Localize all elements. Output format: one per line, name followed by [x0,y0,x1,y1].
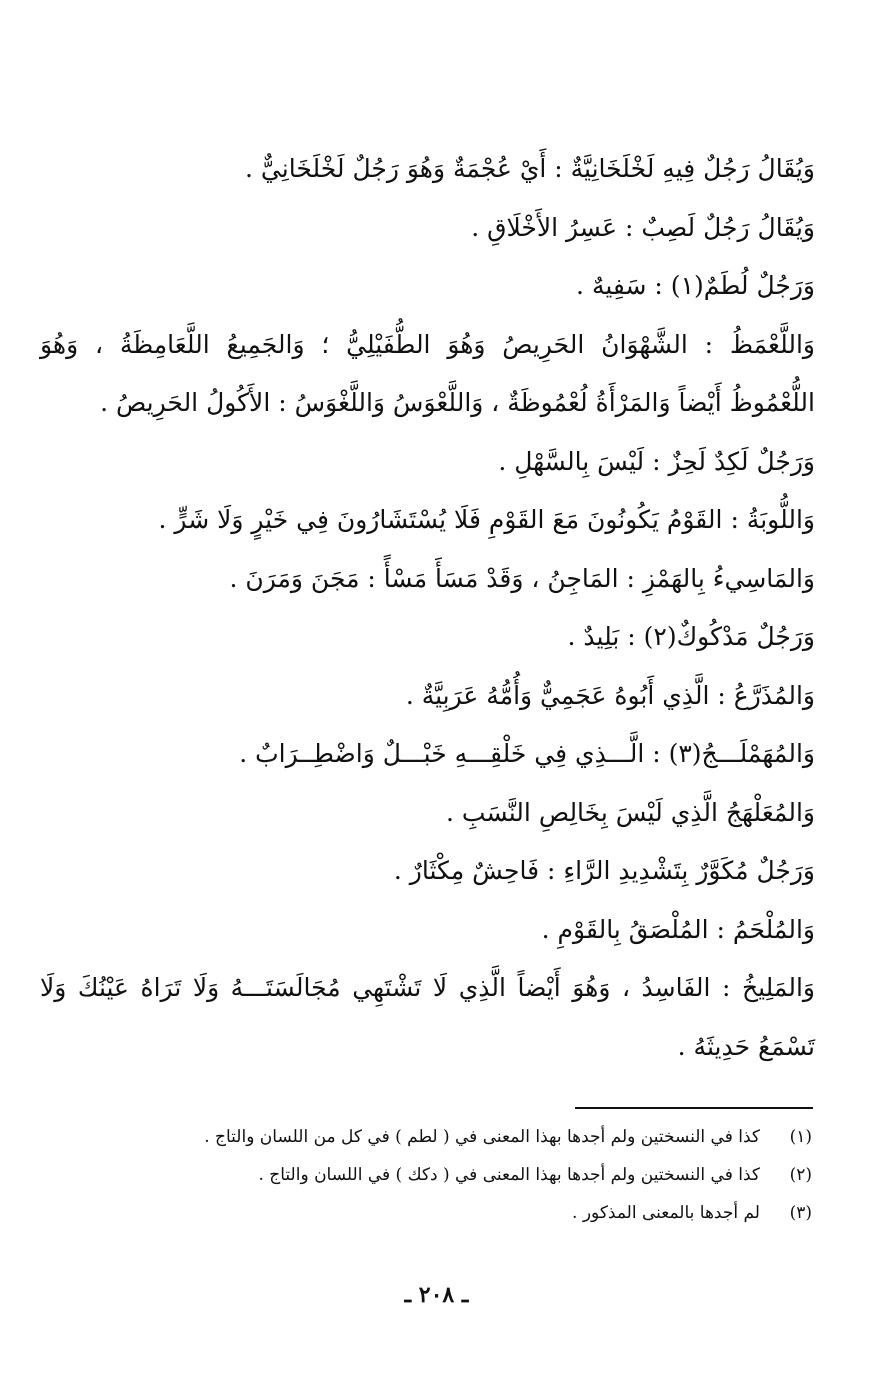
entry-mulham: وَالمُلْحَمُ : المُلْصَقُ بِالقَوْمِ . [541,914,815,944]
entry-malikh: وَالمَلِيخُ : الفَاسِدُ ، وَهُوَ أَيْضاً الَّذِي لَا تَشْتَهِي مُجَالَسَتَـــهُ وَلَا تَرَاهُ عَيْنُكَ وَلَا تَسْمَعُ حَدِيثَهُ . [40,973,815,1061]
footnote [60,1156,812,1194]
footnote-text: كذا في النسختين ولم أجدها بهذا المعنى في ( لطم ) في كل من اللسان والتاج . [204,1127,760,1147]
entry-masi: وَالمَاسِيءُ بِالهَمْزِ : المَاجِنُ ، وَقَدْ مَسَأَ مَسْأً : مَجَنَ وَمَرَنَ . [229,563,815,593]
footnote-separator [575,1107,813,1109]
footnote-text: لم أجدها بالمعنى المذكور . [572,1203,760,1223]
entry-mukawwar: وَرَجُلٌ مُكَوَّرٌ بِتَشْدِيدِ الرَّاءِ : فَاحِشٌ مِكْثَارٌ . [393,856,815,885]
entry-madkuk: وَرَجُلٌ مَدْكُوكٌ(٢) : بَلِيدٌ . [567,622,815,651]
footnote [60,1118,812,1156]
entry-lawba: وَاللُّوبَةُ : القَوْمُ يَكُونُونَ مَعَ القَوْمِ فَلَا يُسْتَشَارُونَ فِي خَيْرٍ وَلَا شَرٍّ . [158,505,815,534]
entry-laamaz: وَاللَّعْمَظُ : الشَّهْوَانُ الحَرِيصُ وَهُوَ الطُّفَيْلِيُّ ؛ وَالجَمِيعُ اللَّعَامِظَةُ ، وَهُوَ اللُّعْمُوظُ أَيْضاً وَالمَرْأَةُ لُعْمُوظَةٌ ، وَاللَّعْوَسُ وَاللَّغْوَسُ : الأَكُولُ الحَرِيصُ . [40,329,815,417]
footnote-number: (٢) [789,1165,812,1185]
footnote-number: (٣) [789,1203,812,1223]
footnote-text: كذا في النسختين ولم أجدها بهذا المعنى في ( دكك ) في اللسان والتاج . [258,1165,760,1185]
entry-mudharra: وَالمُذَرَّعُ : الَّذِي أَبُوهُ عَجَمِيٌّ وَأُمُّهُ عَرَبِيَّةٌ . [405,680,815,710]
entry-lasib: وَيُقَالُ رَجُلٌ لَصِبٌ : عَسِرُ الأَخْلَاقِ . [471,212,815,242]
entry-lakhlakhaniyya: وَيُقَالُ رَجُلٌ فِيهِ لَخْلَخَانِيَّةٌ : أَيْ عُجْمَةٌ وَهُوَ رَجُلٌ لَخْلَخَانِيٌّ . [245,154,815,183]
footnotes [60,1118,812,1232]
entry-lakid: وَرَجُلٌ لَكِدٌ لَحِزٌ : لَيْسَ بِالسَّهْلِ . [498,446,815,476]
dictionary-entries [40,140,815,1076]
footnote-number: (١) [789,1127,812,1147]
entry-muhamlaj: وَالمُهَمْلَـــجُ(٣) : الَّـــذِي فِي خَلْقِـــهِ خَبْـــلٌ وَاضْطِــرَابٌ . [239,739,815,768]
entry-mualhaj: وَالمُعَلْهَجُ الَّذِي لَيْسَ بِخَالِصِ النَّسَبِ . [446,797,815,827]
page-number: ـ ٢٠٨ ـ [404,1282,469,1308]
footnote [60,1194,812,1232]
entry-lutam: وَرَجُلٌ لُطَمٌ(١) : سَفِيهٌ . [576,271,815,300]
